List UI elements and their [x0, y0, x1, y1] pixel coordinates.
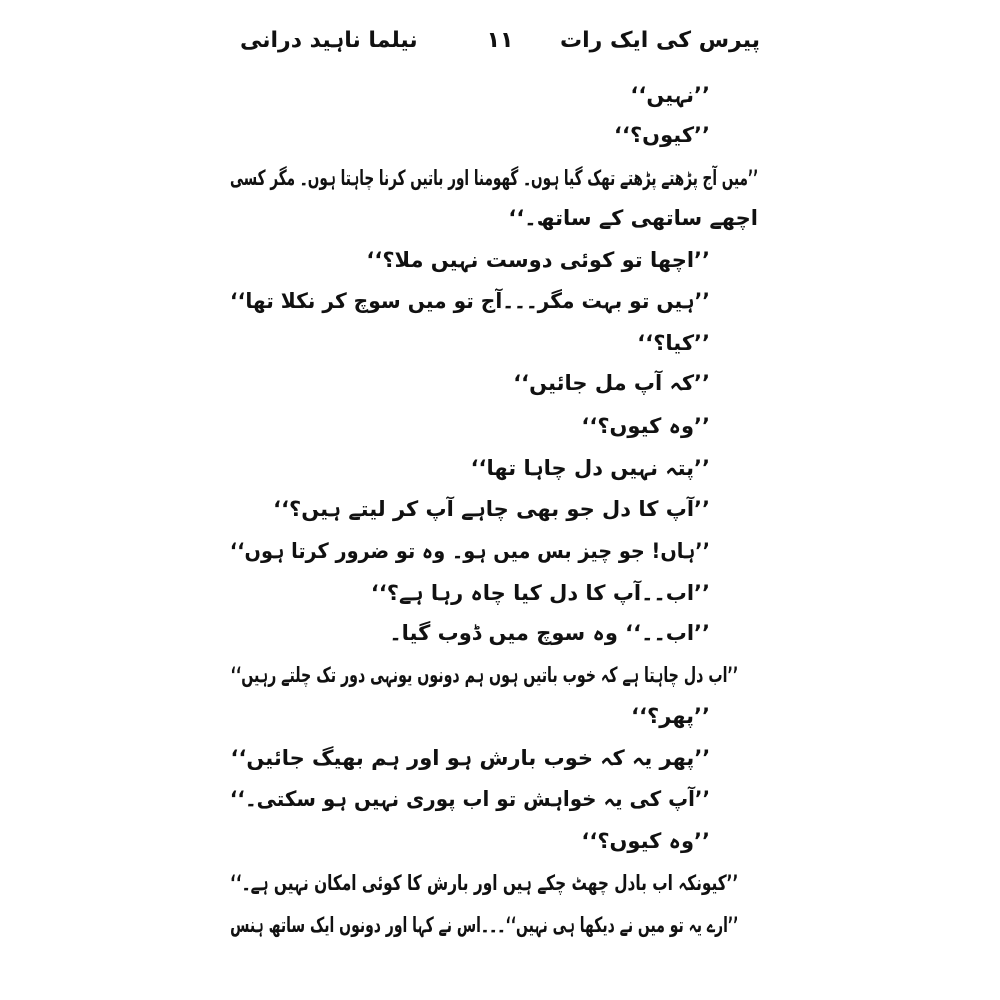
- text-line: ’’اب۔۔آپ کا دل کیا چاہ رہا ہے؟‘‘: [370, 581, 710, 605]
- text-line: ’’نہیں‘‘: [630, 83, 710, 107]
- text-line: ’’وہ کیوں؟‘‘: [581, 829, 710, 853]
- text-line: ’’ہیں تو بہت مگر۔۔۔آج تو میں سوچ کر نکلا تھا‘‘: [230, 289, 710, 313]
- text-line: ’’پتہ نہیں دل چاہا تھا‘‘: [470, 456, 710, 480]
- text-line: ’’آپ کا دل جو بھی چاہے آپ کر لیتے ہیں؟‘‘: [273, 497, 710, 521]
- book-title: پیرس کی ایک رات: [560, 28, 760, 53]
- text-line: ’’ہاں! جو چیز بس میں ہو۔ وہ تو ضرور کرتا ہوں‘‘: [229, 539, 710, 563]
- text-line: ’’کیا؟‘‘: [637, 331, 710, 355]
- text-line: ’’پھر؟‘‘: [631, 704, 710, 728]
- text-line: ’’کیونکہ اب بادل چھٹ چکے ہیں اور بارش کا کوئی امکان نہیں ہے۔‘‘: [229, 871, 738, 895]
- text-line: ’’اب۔۔‘‘ وہ سوچ میں ڈوب گیا۔: [389, 621, 710, 645]
- text-line: ’’کہ آپ مل جائیں‘‘: [513, 371, 710, 395]
- text-line: اچھے ساتھی کے ساتھ۔‘‘: [508, 206, 758, 230]
- text-line: ’’آپ کی یہ خواہش تو اب پوری نہیں ہو سکتی۔‘‘: [229, 787, 710, 811]
- text-line: ’’اب دل چاہتا ہے کہ خوب باتیں ہوں ہم دونوں یونہی دور تک چلتے رہیں‘‘: [230, 663, 738, 687]
- author-name: نیلما ناہید درانی: [240, 28, 418, 53]
- text-line: ’’اچھا تو کوئی دوست نہیں ملا؟‘‘: [366, 248, 710, 272]
- text-line: ’’پھر یہ کہ خوب بارش ہو اور ہم بھیگ جائیں‘‘: [230, 746, 710, 770]
- text-line: ’’وہ کیوں؟‘‘: [581, 414, 710, 438]
- text-line: ’’میں آج پڑھتے پڑھتے تھک گیا ہوں۔ گھومنا اور باتیں کرنا چاہتا ہوں۔ مگر کسی: [229, 166, 758, 190]
- text-line: ’’کیوں؟‘‘: [614, 123, 710, 147]
- page-number: ۱۱: [486, 28, 514, 53]
- text-line: ’’ارے یہ تو میں نے دیکھا ہی نہیں‘‘۔۔۔اس نے کہا اور دونوں ایک ساتھ ہنس: [229, 913, 738, 937]
